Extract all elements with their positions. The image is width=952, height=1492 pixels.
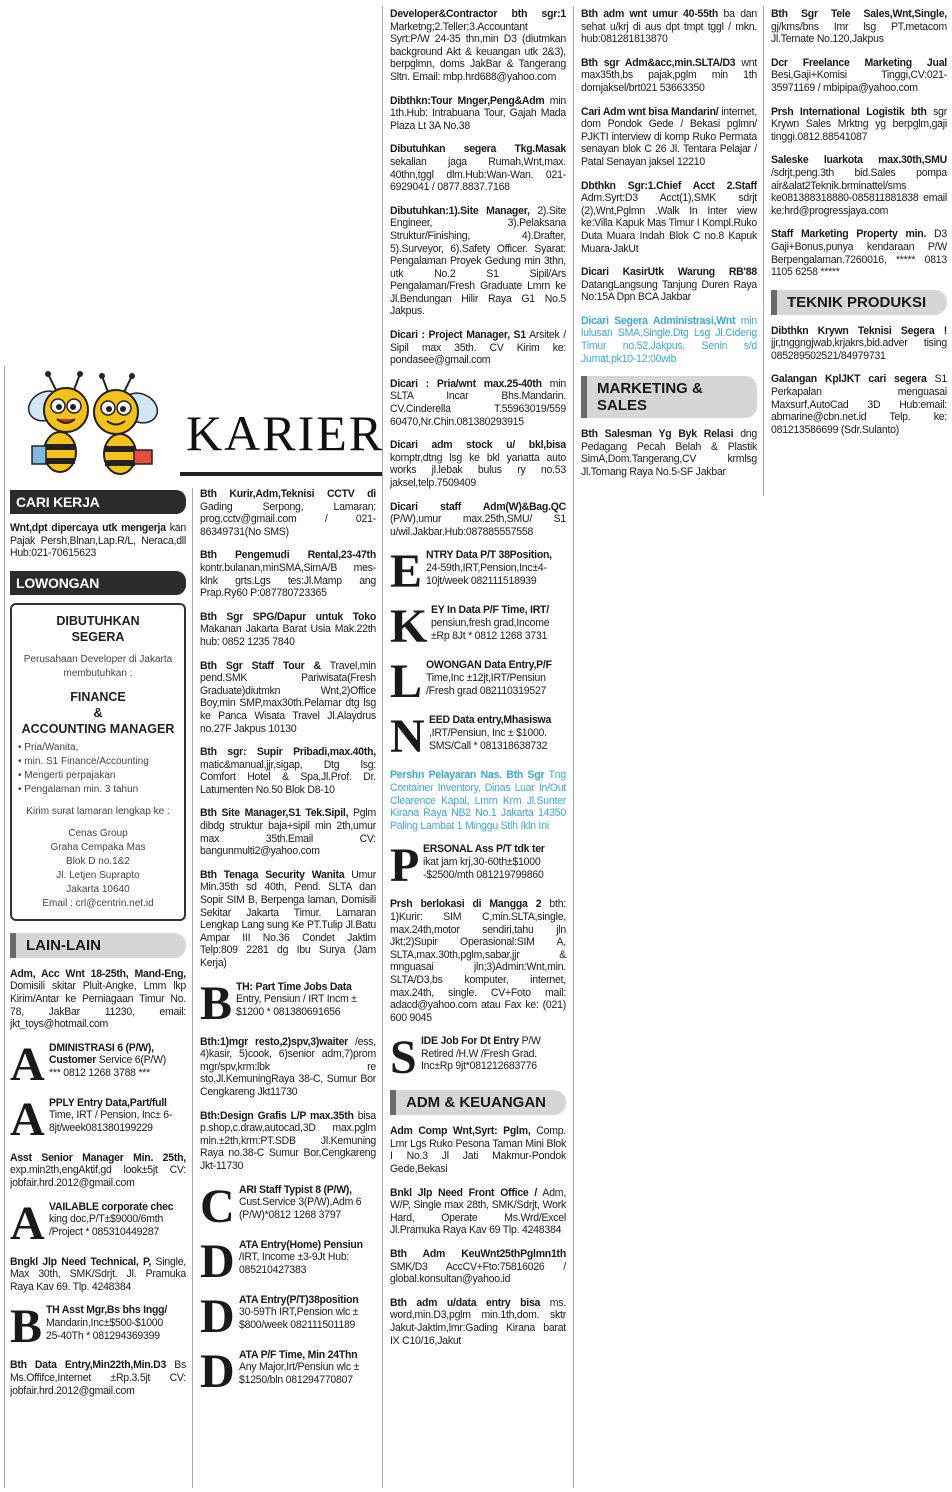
karier-banner — [8, 366, 385, 480]
box-address-line: Email : crl@centrin.net.id — [42, 897, 154, 909]
list-item: • min. S1 Finance/Accounting — [18, 755, 178, 769]
box-intro: Perusahaan Developer di Jakarta membutuhkan : — [23, 653, 173, 679]
drop-cap: A — [10, 1092, 45, 1146]
ad-item: A DMINISTRASI 6 (P/W), Customer Service 6(P/W) *** 0812 1268 3788 *** — [10, 1037, 166, 1091]
ad-item: Developer&Contractor bth sgr:1 Marketng;2.Teller;3.Accountant Syrt:P/W 24-35 thn,min D3 (diutmkan background Akt & keuangan utk 2&3), berpglmn, doms JakBar & Tangerang Sltn. Email: mbp.hrd688@yahoo.com — [390, 8, 566, 83]
drop-cap: B — [10, 1300, 43, 1354]
section-header-lowongan: LOWONGAN — [10, 571, 186, 595]
drop-cap: D — [200, 1289, 235, 1343]
box-title: DIBUTUHKAN — [56, 613, 140, 628]
ad-item: C ARI Staff Typist 8 (P/W), Cust.Service 3(P/W),Adm 6 (P/W)*0812 1268 3797 — [200, 1179, 362, 1233]
ad-item: Dicari : Project Manager, S1 Arsitek / Sipil max 35th. CV Kirim ke: pondasee@gmail.com — [390, 329, 566, 367]
ad-item: Dicari adm stock u/ bkl,bisa komptr,dtng lsg ke bkl yanatta auto works jl.lebak bulus ry no.53 jaksel,telp.7509409 — [390, 439, 566, 489]
ad-item: Dcr Freelance Marketing Jual Besi,Gaji+Komisi Tinggi,CV:021-35971169 / mbipipa@yahoo.com — [771, 56, 947, 94]
ad-item: Cari Adm wnt bisa Mandarin/ internet, dom Pondok Gede / Bekasi pglmn/ PJKTI interview di komp Ruko Permata senayan blok C 26 Jl. Tentara Pelajar / Patal Senayan jaksel 12210 — [581, 105, 757, 168]
drop-cap: D — [200, 1234, 235, 1288]
ad-item: D ATA Entry(Home) Pensiun /IRT, Income ±3-9Jt Hub: 085210427383 — [200, 1234, 363, 1288]
drop-cap: B — [200, 976, 233, 1030]
box-title: SEGERA — [71, 629, 125, 644]
ad-item: Prsh berlokasi di Mangga 2 bth: 1)Kurir: SIM C,min.SLTA,single, max.24th,motor sendiri,tahu jln Jkt;2)Supir Operasional:SIM A, SLTA,max.30th,pglm,sabar,jjr & mnguasai jln;3)Admin:Wnt,min. SLTA/D3,bs komputer, internet, max.24th, single. CV+Foto mail: adacd@yahoo.com atau Fax ke: (021) 600 9045 — [390, 898, 566, 1024]
ad-item: Bth adm wnt umur 40-55th ba dan sehat u/krj di aus dpt tmpt tggl / mkn. hub:081281813870 — [581, 8, 757, 46]
ad-item: N EED Data entry,Mhasiswa ,IRT/Pensiun, Inc ± $1000. SMS/Call * 081318638732 — [390, 710, 551, 764]
section-header-marketing-sales: MARKETING & SALES — [581, 376, 757, 418]
box-address-line: Cenas Group — [68, 827, 128, 839]
ad-item: Bth Site Manager,S1 Tek.Sipil, Pglm dibdg struktur baja+sipil min 2th,umur max 35th.Email CV: bangunmulti2@yahoo.com — [200, 807, 376, 858]
ad-item: Galangan KplJKT cari segera S1 Perkapalan menguasai Maxsurf,AutoCad 3D Hub:email: abmarine@cbn.net.id Telp. ke: 081213586699 (Sdr.Sulanto) — [771, 373, 947, 436]
ad-item: Prsh International Logistik bth sgr Krywn Sales Mrktng yg berpglm,gaji tinggi.0812.88541087 — [771, 105, 947, 143]
ad-list — [581, 428, 757, 478]
box-position: ACCOUNTING MANAGER — [21, 721, 175, 736]
ad-item: Dibutuhkan:1).Site Manager, 2).Site Engineer, 3).Pelaksana Struktur/Finishing, 4).Drafter, 5).Surveyor, 6).Safety Officer. Syarat: Pengalaman Proyek Gedung min 3thn, utk No.2 S1 Sipil/Ars Pengalaman/Fresh Graduate Lmrn ke Jl.Bendungan Hilir Raya G1 No.5 Jakpus. — [390, 204, 566, 318]
ad-item: Bth Data Entry,Min22th,Min.D3 Bs Ms.Offifce,Internet ±Rp.3.5jt CV: jobfair.hrd.2012@gmail.com — [10, 1359, 186, 1397]
ad-item: Bth Adm KeuWnt25thPglmn1th SMK/D3 AccCV+Fto:75816026 / global.konsultan@yahoo.id — [390, 1248, 566, 1286]
drop-cap: S — [390, 1031, 417, 1085]
ad-item: S IDE Job For Dt Entry P/W Retired /H.W /Fresh Grad. Inc±Rp 9jt*081212683776 — [390, 1031, 541, 1085]
column-rule — [573, 6, 574, 1488]
display-ad-box — [10, 603, 186, 921]
box-requirements — [18, 741, 178, 797]
ad-item: A PPLY Entry Data,Part/full Time, IRT / Pension, Inc± 6-8jt/week081380199229 — [10, 1092, 172, 1146]
ad-item: Dicari staff Adm(W)&Bag.QC (P/W),umur max.25th,SMU/ S1 u/wil.Jakbar.Hub:087885557558 — [390, 500, 566, 538]
ad-item-highlighted: Pershn Pelayaran Nas. Bth Sgr Tng Container Inventory, Dinas Luar In/Out Clearence Kapal, Lmrn Krm Jl.Sunter Kirana Raya NB2 No.1 Jakarta 14350 Paling Lambat 1 Minggu Stlh Ikln Ini — [390, 769, 566, 832]
ad-item: Adm, Acc Wnt 18-25th, Mand-Eng, Domisili skitar Pluit-Angke, Lmm lkp Kirim/Antar ke Perniagaan Timur No. 78, JakBar 11230, email: jkt_toys@hotmail.com — [10, 967, 186, 1031]
column-rule — [382, 6, 383, 1488]
column-4 — [581, 8, 757, 508]
ad-item: Dibthkn Krywn Teknisi Segera ! jjr,tnggngjwab,krjakrs,bid.adver tising 085289502521/84979731 — [771, 324, 947, 362]
bees-mascot-icon — [8, 366, 178, 480]
drop-cap: A — [10, 1196, 45, 1250]
ad-item: P ERSONAL Ass P/T tdk ter ikat jam krj,30-60th±$1000 -$2500/mth 081219799860 — [390, 839, 545, 893]
ad-item: Bngkl Jlp Need Technical, P, Single, Max 30th, SMK/Sdrjt. Jl. Pramuka Raya Kav 69. Tlp. 4248384 — [10, 1255, 186, 1293]
list-item: • Mengerti perpajakan — [18, 769, 178, 783]
ad-item: Bth:Design Grafis L/P max.35th bisa p.shop,c.draw,autocad,3D max.pglm min.±2th,krm:PT.SDB Jl.Kemuning Raya no.38-C Sumur Bor,Cengkareng Jkt-11730 — [200, 1109, 376, 1172]
list-item: • Pria/Wanita, — [18, 741, 178, 755]
ad-item: Wnt,dpt dipercaya utk mengerja kan Pajak Persh,Blnan,Lap.R/L, Neraca,dll Hub:021-70615623 — [10, 522, 186, 560]
list-item: • Pengalaman min. 3 tahun — [18, 783, 178, 797]
box-address-line: Jl. Letjen Suprapto — [56, 869, 140, 881]
ad-list — [10, 968, 186, 1397]
ad-item: Bth Tenaga Security Wanita Umur Min.35th sd 40th, Pend. SLTA dan Sopir SIM B, Berpenga laman, Domisili Sekitar Jakarta Timur. Lamaran Lengkap Lang sung Ke PT.Tulip Jl.Batu Ampar III No.36 Condet Jaktim Telp:809 2281 dg Ibu Surya (Jam Kerja) — [200, 868, 376, 969]
column-2 — [200, 488, 376, 1488]
ad-item-highlighted: Dicari Segera Administrasi,Wnt min lulusan SMA,Single.Dtg Lsg Jl.Cideng Timur no.52,Jakpus, Senin s/d Jumat,pk10-12:00wib — [581, 314, 757, 365]
drop-cap: C — [200, 1179, 235, 1233]
ad-item: Bth Salesman Yg Byk Relasi dng Pedagang Pecah Belah & Plastik SimA,Dom.Tangerang,CV krmlsg Jl.Tomang Raya No.5-SF Jakbar — [581, 428, 757, 479]
ad-item: Saleske luarkota max.30th,SMU /sdrjt,peng.3th bid.Sales pompa air&alat2Teknik.brminattel/sms ke081388318880-085811881838 email ke:hrd@progressjaya.com — [771, 154, 947, 217]
ad-list — [200, 488, 376, 1398]
ad-item: Bth Sgr Staff Tour & Travel,min pend.SMK Pariwisata(Fresh Graduate)diutmkn Wnt,2)Office Boy,min SMP,max30th.Pelamar dtg lsg ke Panca Wisata Travel Jl.Alaydrus no.27F Jakpus 10130 — [200, 659, 376, 735]
ad-item: Asst Senior Manager Min. 25th, exp.min2th,engAktif,gd look±5jt CV: jobfair.hrd.2012@gmail.com — [10, 1151, 186, 1189]
ad-item: E NTRY Data P/T 38Position, 24-59th,IRT,Pension,Inc±4-10jt/week 082111518939 — [390, 545, 552, 599]
ad-item: Bth Pengemudi Rental,23-47th kontr.bulanan,minSMA,SimA/B mes-klnk grts.Lgs tes:Jl.Mamp ang Prap.Ry60 P:087780723365 — [200, 549, 376, 600]
ad-list — [771, 325, 947, 437]
box-position: & — [93, 705, 103, 720]
column-rule — [763, 6, 764, 496]
drop-cap: N — [390, 710, 425, 764]
box-address-line: Graha Cempaka Mas — [50, 841, 146, 853]
ad-item: L OWONGAN Data Entry,P/F Time,Inc ±12jt,IRT/Pensiun /Fresh grad 082110319527 — [390, 655, 552, 709]
ad-item: K EY In Data P/F Time, IRT/ pensiun,fresh grad,Income ±Rp 8Jt * 0812 1268 3731 — [390, 600, 550, 654]
ad-item: Dbthkn Sgr:1.Chief Acct 2.Staff Adm.Syrt:D3 Acct(1),SMK sdrjt (2),Wnt,Pglmn .Walk In Inter view ke:Villa Kapuk Mas Timur I Kompl.Ruko Duta Muara Indah Blok C no.8 Kapuk Muara-JakUt — [581, 179, 757, 255]
column-3 — [390, 8, 566, 1488]
ad-item: Staff Marketing Property min. D3 Gaji+Bonus,punya kendaraan P/W Berpengalaman.7260016, ***** 0813 1105 6258 ***** — [771, 228, 947, 279]
column-5 — [771, 8, 947, 508]
column-1 — [10, 490, 186, 1488]
drop-cap: D — [200, 1344, 235, 1398]
section-header-cari-kerja: CARI KERJA — [10, 490, 186, 514]
drop-cap: A — [10, 1037, 45, 1091]
ad-item: A VAILABLE corporate chec king doc,P/T±$9000/6mth /Project * 085310449287 — [10, 1196, 174, 1250]
page-title: KARIER — [186, 405, 385, 461]
ad-item: Bth Sgr SPG/Dapur untuk Toko Makanan Jakarta Barat Usia Mak.22th hub: 0852 1235 7840 — [200, 610, 376, 648]
box-position: FINANCE — [70, 689, 126, 704]
ad-item: Dibutuhkan segera Tkg.Masak sekalian jaga Rumah,Wnt,max. 40thn,tggl dlm.Hub:Wan-Wan. 021-6929041 / 0877.8837.7168 — [390, 143, 566, 194]
section-header-teknik-produksi: TEKNIK PRODUKSI — [771, 290, 947, 315]
ad-item: D ATA Entry(P/T)38position 30-59Th IRT,Pension wlc ± $800/week 082111501189 — [200, 1289, 359, 1343]
ad-item: B TH Asst Mgr,Bs bhs Ingg/ Mandarin,Inc±$500-$1000 25-40Th * 081294369399 — [10, 1300, 168, 1354]
ad-list — [581, 8, 757, 365]
ad-item: Adm Comp Wnt,Syrt: Pglm, Comp. Lmr Lgs Ruko Pesona Taman Mini Blok I No.3 Jl Jati Makmur-Pondok Gede,Bekasi — [390, 1125, 566, 1176]
ad-item: B TH: Part Time Jobs Data Entry, Pensiun / IRT Incm ±$1200 * 081380691656 — [200, 976, 357, 1030]
drop-cap: P — [390, 839, 420, 893]
ad-item: Bth sgr Adm&acc,min.SLTA/D3 wnt max35th,bs pajak,pglm min 1th domjaksel/brt021 53663350 — [581, 56, 757, 94]
ad-list — [390, 1125, 566, 1347]
ad-list — [390, 8, 566, 1085]
column-rule — [192, 488, 193, 1488]
box-send: Kirim surat lamaran lengkap ke : — [26, 805, 170, 817]
ad-item: D ATA P/F Time, Min 24Thn Any Major,Irt/Pensiun wlc ±$1250/bln 081294770807 — [200, 1344, 359, 1398]
ad-item: Dicari : Pria/wnt max.25-40th min SLTA Incar Bhs.Mandarin. CV.Cinderella T.55963019/559 60470,Nr.Chin.081380293915 — [390, 377, 566, 428]
drop-cap: K — [390, 600, 428, 654]
title-rule — [180, 472, 382, 476]
ad-item: Bth adm u/data entry bisa ms. word,min.D3,pglm min.1th,dom. sktr Jakut-Jaktim,lmr:Gading Kirana barat IX C10/16,Jakut — [390, 1296, 566, 1347]
ad-item: Dibthkn:Tour Mnger,Peng&Adm min 1th.Hub: Intrabuana Tour, Gajah Mada Plaza Lt 3A No.38 — [390, 94, 566, 132]
ad-item: Bnkl Jlp Need Front Office / Adm, W/P, Single max 28th, SMK/Sdrjt, Work Hard, Operate Ms.Wrd/Excel Jl.Pramuka Raya Kav 69 Tlp. 4248384 — [390, 1186, 566, 1237]
ad-item: Bth Sgr Tele Sales,Wnt,Single, gj/kms/bns Imr lsg PT.metacom Jl.Ternate No.120,Jakpus — [771, 8, 947, 46]
drop-cap: E — [390, 545, 423, 599]
section-header-adm-keuangan: ADM & KEUANGAN — [390, 1090, 566, 1115]
ad-list — [771, 8, 947, 279]
box-address-line: Jakarta 10640 — [66, 883, 130, 895]
box-address-line: Blok D no.1&2 — [66, 855, 130, 867]
ad-item: Bth Kurir,Adm,Teknisi CCTV di Gading Serpong, Lamaran: prog.cctv@gmail.com / 021-86349731(No SMS) — [200, 488, 376, 538]
drop-cap: L — [390, 655, 423, 709]
ad-item: Bth:1)mgr resto,2)spv,3)waiter /ess, 4)kasir, 5)cook, 6)senior adm,7)prom mgr/spv,krm:lbk re sto,Jl.KemuningRaya 38-C, Sumur Bor Cengkareng Jkt11730 — [200, 1035, 376, 1098]
section-header-lain-lain: LAIN-LAIN — [10, 933, 186, 958]
ad-item: Dicari KasirUtk Warung RB'88 DatangLangsung Tanjung Duren Raya No:15A Dpn BCA Jakbar — [581, 266, 757, 304]
column-rule — [4, 366, 5, 1488]
ad-item: Bth sgr: Supir Pribadi,max.40th, matic&manual,jjr,sigap, Dtg lsg: Comfort Hotel & Spa,Jl.Prof. Dr. Latumenten No.50 Blok D8-10 — [200, 746, 376, 796]
